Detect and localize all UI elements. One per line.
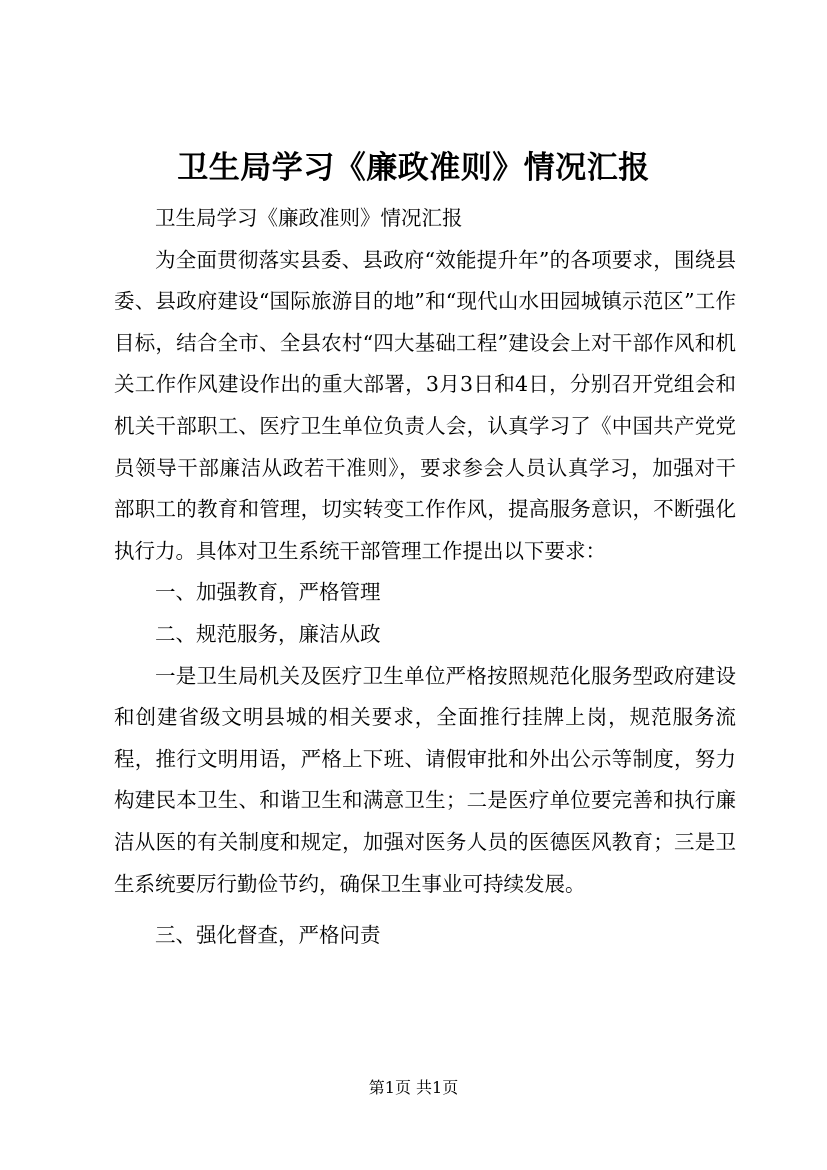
document-title: 卫生局学习《廉政准则》情况汇报 [177,150,650,186]
subtitle-paragraph: 卫生局学习《廉政准则》情况汇报 [155,206,463,230]
intro-paragraph: 为全面贯彻落实县委、县政府“效能提升年”的各项要求，围绕县委、县政府建设“国际旅游目的地”和“现代山水田园城镇示范区”工作目标，结合全市、全县农村“四大基础工程”建设会上对干部作风和机关工作作风建设作出的重大部署，3月3日和4日，分别召开党组会和机关干部职工、医疗卫生单位负责人会，认真学习了《中国共产党党员领导干部廉洁从政若干准则》，要求参会人员认真学习，加强对干部职工的教育和管理，切实转变工作作风，提高服务意识，不断强化执行力。具体对卫生系统干部管理工作提出以下要求： [114,247,736,563]
section-heading-3: 三、强化督查，严格问责 [155,923,381,948]
detail-paragraph: 一是卫生局机关及医疗卫生单位严格按照规范化服务型政府建设和创建省级文明县城的相关要求，全面推行挂牌上岗，规范服务流程，推行文明用语，严格上下班、请假审批和外出公示等制度，努力构建民本卫生、和谐卫生和满意卫生；二是医疗单位要完善和执行廉洁从医的有关制度和规定，加强对医务人员的医德医风教育；三是卫生系统要厉行勤俭节约，确保卫生事业可持续发展。 [114,663,736,896]
section-heading-1: 一、加强教育，严格管理 [155,580,381,605]
section-heading-2: 二、规范服务，廉洁从政 [155,621,381,646]
page-footer: 第1页 共1页 [368,1078,459,1097]
document-body [114,198,736,957]
